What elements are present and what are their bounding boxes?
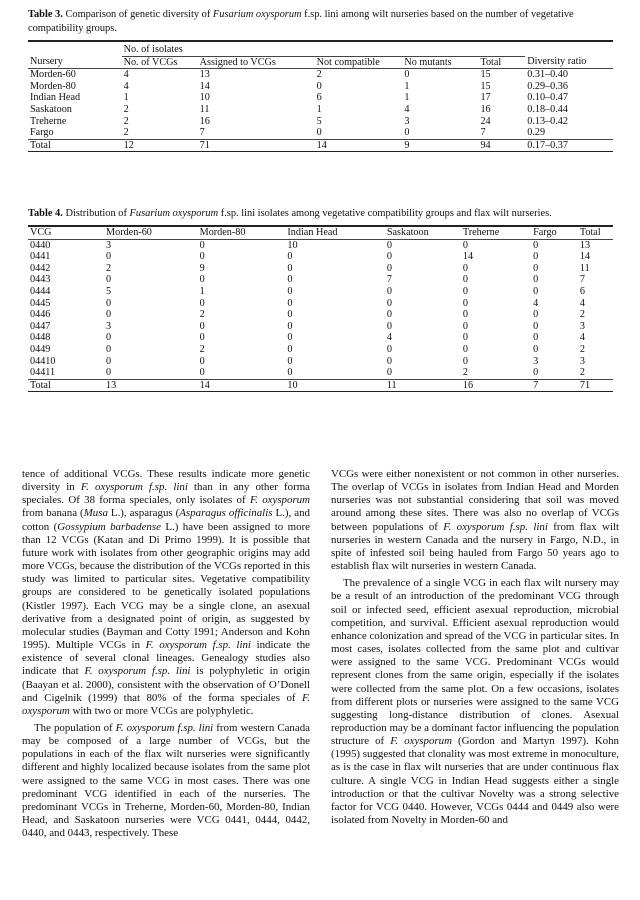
table-row bbox=[28, 274, 613, 286]
table-row bbox=[28, 367, 613, 379]
t3-data-cell: 0.31–0.40 bbox=[527, 69, 568, 81]
t4-data-cell: 0 bbox=[106, 332, 112, 344]
t4-data-cell: 0 bbox=[386, 239, 392, 251]
t3-header-cell: Nursery bbox=[30, 56, 63, 68]
t4-data-cell: 0448 bbox=[30, 332, 51, 344]
t3-data-cell: 0.13–0.42 bbox=[527, 115, 568, 127]
t3-data-cell: 3 bbox=[404, 115, 410, 127]
t3-data-cell: 5 bbox=[316, 115, 322, 127]
t4-data-cell: 0 bbox=[106, 343, 112, 355]
t4-total-cell: Total bbox=[28, 379, 104, 392]
table-3-caption-rest: f.sp. lini among wilt nurseries based on the number of vegetative compatibility groups. bbox=[28, 9, 574, 34]
t4-data-cell: 0 bbox=[462, 343, 468, 355]
table-4-label: Table 4. bbox=[28, 208, 63, 219]
t4-header-cell: Fargo bbox=[533, 227, 557, 238]
t4-data-cell: 0 bbox=[533, 262, 539, 274]
t4-data-cell: 0443 bbox=[30, 274, 51, 286]
t4-data-cell: 0 bbox=[106, 274, 112, 286]
t3-data-cell: 4 bbox=[123, 80, 129, 92]
t4-data-cell: 0 bbox=[287, 309, 293, 321]
t4-data-cell: 0447 bbox=[30, 320, 51, 332]
t4-data-cell: 0 bbox=[386, 262, 392, 274]
t4-data-cell: 0 bbox=[106, 297, 112, 309]
t4-data-cell: 0 bbox=[106, 251, 112, 263]
t4-data-cell: 2 bbox=[579, 309, 585, 321]
t4-data-cell: 0 bbox=[533, 285, 539, 297]
t4-data-cell: 0 bbox=[287, 262, 293, 274]
t4-total-cell: 16 bbox=[461, 379, 531, 392]
table-3-caption-species: Fusarium oxysporum bbox=[212, 9, 302, 20]
t4-header-cell: Morden-80 bbox=[199, 227, 246, 238]
t4-data-cell: 0 bbox=[386, 367, 392, 379]
table-row bbox=[28, 69, 613, 81]
table-4-header-row bbox=[28, 226, 613, 239]
t3-total-cell: 12 bbox=[122, 139, 198, 152]
t4-header-cell: Indian Head bbox=[287, 227, 338, 238]
t4-data-cell: 0442 bbox=[30, 262, 51, 274]
t4-data-cell: 04411 bbox=[30, 367, 56, 379]
t3-data-cell: 17 bbox=[480, 92, 491, 104]
t3-data-cell: 1 bbox=[316, 103, 322, 115]
t4-data-cell: 13 bbox=[579, 239, 591, 251]
table-4-caption-text: Distribution of bbox=[65, 208, 130, 219]
table-row bbox=[28, 81, 613, 93]
table-row bbox=[28, 127, 613, 139]
table-row bbox=[28, 286, 613, 298]
t4-data-cell: 0 bbox=[386, 343, 392, 355]
table-row bbox=[28, 321, 613, 333]
t4-data-cell: 0 bbox=[287, 355, 293, 367]
t4-data-cell: 14 bbox=[579, 251, 591, 263]
t4-data-cell: 0 bbox=[287, 274, 293, 286]
t4-data-cell: 0 bbox=[287, 251, 293, 263]
table-row bbox=[28, 298, 613, 310]
t4-data-cell: 0 bbox=[386, 285, 392, 297]
t4-data-cell: 0 bbox=[287, 320, 293, 332]
t4-data-cell: 0440 bbox=[30, 239, 51, 251]
t4-data-cell: 1 bbox=[199, 285, 205, 297]
t3-data-cell: 14 bbox=[199, 80, 210, 92]
t4-data-cell: 0 bbox=[199, 297, 205, 309]
t4-data-cell: 3 bbox=[579, 320, 585, 332]
t4-data-cell: 0 bbox=[462, 355, 468, 367]
t4-data-cell: 2 bbox=[579, 367, 585, 379]
body-text-left-column bbox=[22, 468, 310, 840]
table-4-total-row bbox=[28, 379, 613, 392]
t3-data-cell: 7 bbox=[480, 127, 486, 139]
t3-data-cell: Indian Head bbox=[30, 92, 81, 104]
table-row bbox=[28, 104, 613, 116]
t4-data-cell: 0444 bbox=[30, 285, 51, 297]
table-3-grid bbox=[28, 40, 613, 152]
t4-data-cell: 0 bbox=[106, 367, 112, 379]
t3-data-cell: 2 bbox=[123, 115, 129, 127]
t4-data-cell: 0 bbox=[462, 332, 468, 344]
t3-data-cell: 1 bbox=[123, 92, 129, 104]
t3-total-cell: 9 bbox=[402, 139, 478, 152]
t4-data-cell: 0 bbox=[287, 285, 293, 297]
t4-total-cell: 10 bbox=[285, 379, 384, 392]
t4-data-cell: 0 bbox=[533, 367, 539, 379]
body-paragraph: VCGs were either nonexistent or not common in other nurseries. The overlap of VCGs in isolates from Indian Head and Morden nurseries was not substantial considering that soil was moved around among these sites. There was also no overlap of VCGs between populations of F. oxysporum f.sp. lini from flax wilt nurseries in western Canada and the nursery in Fargo, N.D., in spite of infested soil being hauled from Fargo 50 years ago to establish flax wilt nurseries in western Canada. bbox=[331, 468, 619, 573]
table-3-label: Table 3. bbox=[28, 9, 63, 20]
t4-header-cell: Treherne bbox=[462, 227, 500, 238]
body-paragraph: The population of F. oxysporum f.sp. lini from western Canada may be composed of a large number of VCGs, but the populations in each of the flax wilt nurseries were significantly different and highly localized because isolates from the same plot were assigned to the same VCG in most cases. There was one predominant VCG identified in each of the nurseries. The predominant VCGs in Treherne, Morden-60, Morden-80, Indian Head, and Saskatoon nurseries were VCG 0441, 0444, 0442, 0440, and 0443, respectively. These bbox=[22, 721, 310, 840]
t3-data-cell: 0.10–0.47 bbox=[527, 92, 568, 104]
t4-data-cell: 9 bbox=[199, 262, 205, 274]
t4-data-cell: 0 bbox=[462, 274, 468, 286]
t3-data-cell: 4 bbox=[123, 69, 129, 81]
body-paragraph: The prevalence of a single VCG in each flax wilt nursery may be a result of an introduction of the predominant VCG through soil or infected seed, efficient asexual reproduction, microbial competition, and survival. Efficient asexual reproduction would enhance colonization and spread of the VCG in particular sites. In most cases, isolates collected from the same plot and cultivar were assigned to the same VCG. Predominant VCGs would represent clones from the same origin, especially if the isolates were collected from the same plot. On a few occasions, isolates from different plots or nurseries were assigned to the same VCG suggesting long-distance distribution of clones. Asexual reproduction may be a dominant factor influencing the population structure of F. oxysporum (Gordon and Martyn 1997). Kohn (1995) suggested that clonality was most extreme in monoculture, as is the case in flax wilt nurseries that are under continuous flax culture. A single VCG in Indian Head suggests either a single introduction or that the cultivar Novelty was a strong selective factor for VCG 0440. However, VCGs 0444 and 0449 also were isolated from Novelty in Morden-60 and bbox=[331, 577, 619, 827]
t4-header-cell: Saskatoon bbox=[386, 227, 429, 238]
t4-data-cell: 10 bbox=[287, 239, 298, 251]
t4-total-cell: 13 bbox=[104, 379, 198, 392]
table-3-caption bbox=[28, 8, 613, 36]
t3-data-cell: 13 bbox=[199, 69, 210, 81]
t4-data-cell: 2 bbox=[199, 309, 205, 321]
t4-data-cell: 0 bbox=[106, 309, 112, 321]
t3-header-cell: Not compatible bbox=[316, 56, 380, 68]
t3-data-cell: 2 bbox=[123, 103, 129, 115]
t4-data-cell: 0 bbox=[287, 343, 293, 355]
t4-data-cell: 0 bbox=[386, 251, 392, 263]
t4-data-cell: 0 bbox=[462, 320, 468, 332]
t4-data-cell: 0 bbox=[287, 367, 293, 379]
t4-data-cell: 0446 bbox=[30, 309, 51, 321]
table-4-grid bbox=[28, 225, 613, 392]
t4-data-cell: 0 bbox=[199, 367, 205, 379]
t3-header-cell: Diversity ratio bbox=[527, 56, 587, 68]
t4-data-cell: 3 bbox=[533, 355, 539, 367]
table-3-total-row bbox=[28, 139, 613, 152]
t3-data-cell: 2 bbox=[123, 127, 129, 139]
t4-data-cell: 0 bbox=[533, 251, 539, 263]
t4-data-cell: 4 bbox=[579, 332, 585, 344]
t4-data-cell: 2 bbox=[579, 343, 585, 355]
t4-data-cell: 3 bbox=[106, 320, 112, 332]
table-4-caption-species: Fusarium oxysporum bbox=[129, 208, 219, 219]
t3-data-cell: Fargo bbox=[30, 127, 54, 139]
t4-data-cell: 0449 bbox=[30, 343, 51, 355]
table-3-group-header-row bbox=[28, 41, 613, 56]
table-4 bbox=[28, 207, 613, 392]
t4-data-cell: 2 bbox=[106, 262, 112, 274]
t4-data-cell: 4 bbox=[579, 297, 585, 309]
t4-data-cell: 04410 bbox=[30, 355, 56, 367]
table-4-caption bbox=[28, 207, 613, 221]
t4-total-cell: 7 bbox=[531, 379, 578, 392]
t4-data-cell: 0 bbox=[287, 332, 293, 344]
t4-total-cell: 71 bbox=[578, 379, 613, 392]
table-row bbox=[28, 251, 613, 263]
t3-total-cell: 94 bbox=[478, 139, 525, 152]
t3-data-cell: Saskatoon bbox=[30, 103, 72, 115]
table-row bbox=[28, 332, 613, 344]
t3-data-cell: 16 bbox=[480, 103, 491, 115]
t4-data-cell: 2 bbox=[199, 343, 205, 355]
t4-header-cell: Morden-60 bbox=[106, 227, 152, 238]
t4-data-cell: 0 bbox=[462, 297, 468, 309]
t3-data-cell: Morden-60 bbox=[30, 69, 76, 81]
t4-data-cell: 0445 bbox=[30, 297, 51, 309]
t4-data-cell: 0 bbox=[199, 274, 205, 286]
t4-data-cell: 0 bbox=[462, 239, 468, 251]
t3-data-cell: 0.29–0.36 bbox=[527, 80, 568, 92]
t3-data-cell: 11 bbox=[199, 103, 210, 115]
t4-data-cell: 0 bbox=[533, 309, 539, 321]
table-row bbox=[28, 116, 613, 128]
table-row bbox=[28, 263, 613, 275]
t4-data-cell: 0 bbox=[533, 343, 539, 355]
t4-data-cell: 0 bbox=[462, 285, 468, 297]
t3-data-cell: Treherne bbox=[30, 115, 67, 127]
t3-data-cell: 0 bbox=[316, 127, 322, 139]
t3-data-cell: 2 bbox=[316, 69, 322, 81]
table-4-caption-rest: f.sp. lini isolates among vegetative compatibility groups and flax wilt nurseries. bbox=[218, 208, 552, 219]
t3-total-cell: 71 bbox=[198, 139, 315, 152]
body-text-right-column bbox=[331, 468, 619, 827]
t3-data-cell: 6 bbox=[316, 92, 322, 104]
t3-data-cell: 15 bbox=[480, 69, 491, 81]
t3-header-cell: No mutants bbox=[404, 56, 452, 68]
table-row bbox=[28, 344, 613, 356]
t3-data-cell: 1 bbox=[404, 92, 410, 104]
t4-data-cell: 0 bbox=[462, 309, 468, 321]
t4-data-cell: 7 bbox=[579, 274, 585, 286]
t3-data-cell: 0.29 bbox=[527, 127, 546, 139]
t4-data-cell: 0 bbox=[199, 355, 205, 367]
table-row bbox=[28, 356, 613, 368]
t3-total-cell: Total bbox=[28, 139, 122, 152]
t4-header-cell: VCG bbox=[30, 227, 52, 238]
t4-data-cell: 11 bbox=[579, 262, 590, 274]
table-3 bbox=[28, 8, 613, 152]
t4-data-cell: 2 bbox=[462, 367, 468, 379]
t3-data-cell: 0.18–0.44 bbox=[527, 103, 568, 115]
t4-data-cell: 3 bbox=[579, 355, 585, 367]
t3-header-cell: Total bbox=[480, 56, 502, 68]
t4-data-cell: 7 bbox=[386, 274, 392, 286]
t4-data-cell: 0 bbox=[106, 355, 112, 367]
t4-total-cell: 11 bbox=[385, 379, 461, 392]
t4-data-cell: 0 bbox=[386, 297, 392, 309]
table-row bbox=[28, 92, 613, 104]
t4-data-cell: 0441 bbox=[30, 251, 51, 263]
t3-data-cell: 16 bbox=[199, 115, 210, 127]
t3-header-cell: Assigned to VCGs bbox=[199, 56, 276, 68]
t4-data-cell: 0 bbox=[386, 320, 392, 332]
t3-total-cell: 0.17–0.37 bbox=[525, 139, 613, 152]
t4-data-cell: 0 bbox=[533, 332, 539, 344]
t3-data-cell: 15 bbox=[480, 80, 491, 92]
table-row bbox=[28, 239, 613, 251]
t4-data-cell: 6 bbox=[579, 285, 585, 297]
t3-data-cell: 0 bbox=[404, 127, 410, 139]
t4-data-cell: 0 bbox=[533, 274, 539, 286]
t3-data-cell: 24 bbox=[480, 115, 491, 127]
t4-data-cell: 0 bbox=[462, 262, 468, 274]
t4-total-cell: 14 bbox=[198, 379, 286, 392]
t4-data-cell: 0 bbox=[287, 297, 293, 309]
table-row bbox=[28, 309, 613, 321]
t4-data-cell: 0 bbox=[199, 239, 205, 251]
t4-header-cell: Total bbox=[579, 227, 601, 238]
t4-data-cell: 4 bbox=[386, 332, 392, 344]
t4-data-cell: 0 bbox=[386, 355, 392, 367]
table-3-header-row bbox=[28, 56, 613, 69]
t4-data-cell: 0 bbox=[533, 239, 539, 251]
t3-total-cell: 14 bbox=[315, 139, 403, 152]
t3-data-cell: 1 bbox=[404, 80, 410, 92]
table-3-group-header: No. of isolates bbox=[122, 41, 526, 56]
t3-data-cell: Morden-80 bbox=[30, 80, 76, 92]
t4-data-cell: 4 bbox=[533, 297, 539, 309]
t3-data-cell: 10 bbox=[199, 92, 210, 104]
t3-data-cell: 7 bbox=[199, 127, 205, 139]
body-paragraph: tence of additional VCGs. These results indicate more genetic diversity in F. oxysporum f.sp. lini than in any other forma speciales. Of 38 forma speciales, only isolates of F. oxysporum from banana (Musa L.), asparagus (Asparagus officinalis L.), and cotton (Gossypium barbadense L.) have been assigned to more than 12 VCGs (Katan and Di Primo 1999). It is possible that future work with isolates from other geographic origins may add more VCGs, because the distribution of the VCGs reported in this study was limited to particular sites. Vegetative compatibility groups are considered to be genetically isolated populations (Kistler 1997). Each VCG may be a single clone, an asexual derivative from a designated point of origin, as suggested by molecular studies (Bayman and Cotty 1991; Anderson and Kohn 1995). Multiple VCGs in F. oxysporum f.sp. lini indicate the existence of several clonal lineages. Genealogy studies also indicate that F. oxysporum f.sp. lini is polyphyletic in origin (Baayan et al. 2000), consistent with the observation of O’Donell and Cigelnik (1999) that 80% of the forma speciales of F. oxysporum with two or more VCGs are polyphyletic. bbox=[22, 468, 310, 717]
table-3-caption-text: Comparison of genetic diversity of bbox=[65, 9, 213, 20]
t4-data-cell: 5 bbox=[106, 285, 112, 297]
t3-data-cell: 0 bbox=[404, 69, 410, 81]
t4-data-cell: 3 bbox=[106, 239, 112, 251]
t3-header-cell: No. of VCGs bbox=[123, 56, 178, 68]
t4-data-cell: 0 bbox=[533, 320, 539, 332]
t4-data-cell: 0 bbox=[199, 251, 205, 263]
t4-data-cell: 0 bbox=[199, 332, 205, 344]
t4-data-cell: 0 bbox=[386, 309, 392, 321]
t4-data-cell: 0 bbox=[199, 320, 205, 332]
t3-data-cell: 4 bbox=[404, 103, 410, 115]
t4-data-cell: 14 bbox=[462, 251, 474, 263]
t3-data-cell: 0 bbox=[316, 80, 322, 92]
